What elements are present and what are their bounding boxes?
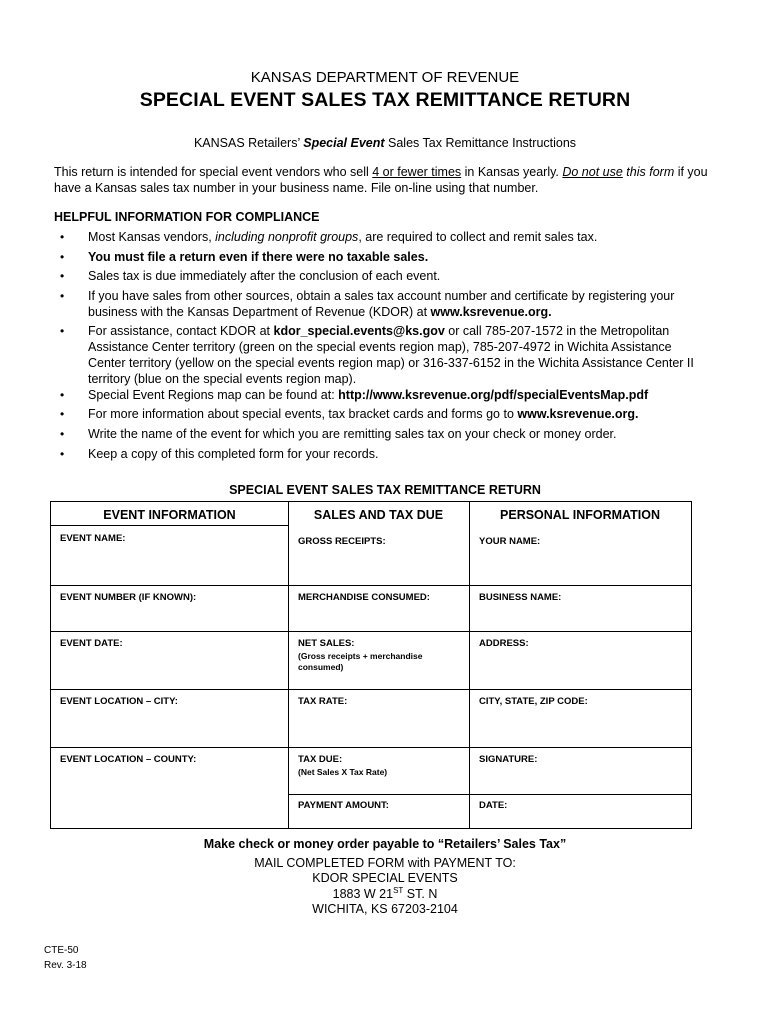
net-sales-field[interactable]: [298, 638, 458, 673]
form-number: CTE-50: [44, 945, 79, 956]
event-city-field[interactable]: EVENT LOCATION – CITY:: [60, 696, 178, 707]
subtitle-prefix: KANSAS Retailers’: [193, 136, 304, 150]
remittance-form-table: [50, 501, 692, 829]
bullet-7-text: For more information about special events, tax bracket cards and forms go to: [88, 407, 518, 421]
row-divider: [51, 689, 691, 690]
address-field[interactable]: ADDRESS:: [479, 638, 529, 649]
bullet-icon: •: [60, 407, 65, 421]
city-state-zip-field[interactable]: CITY, STATE, ZIP CODE:: [479, 696, 588, 707]
bullet-icon: •: [60, 324, 65, 338]
street-superscript: ST: [393, 886, 404, 895]
event-name-field[interactable]: EVENT NAME:: [60, 533, 126, 544]
helpful-info-heading: HELPFUL INFORMATION FOR COMPLIANCE: [54, 210, 320, 224]
bullet-9-text: Keep a copy of this completed form for your records.: [88, 447, 379, 461]
intro-part1: This return is intended for special event vendors who sell: [54, 165, 373, 179]
form-heading: SPECIAL EVENT SALES TAX REMITTANCE RETURN: [229, 483, 541, 497]
header-underline: [51, 525, 288, 526]
event-date-field[interactable]: EVENT DATE:: [60, 638, 123, 649]
payment-amount-field[interactable]: PAYMENT AMOUNT:: [298, 800, 389, 811]
your-name-field[interactable]: YOUR NAME:: [479, 536, 541, 547]
bullet-3-text: Sales tax is due immediately after the conclusion of each event.: [88, 269, 441, 283]
tax-due-note: (Net Sales X Tax Rate): [298, 767, 388, 777]
bullet-4-text: If you have sales from other sources, obtain a sales tax account number and certificate by registering your business with the Kansas Department of Revenue (KDOR) at: [88, 289, 675, 319]
instructions-subtitle: [0, 136, 770, 150]
subtitle-emphasis: Special Event: [303, 136, 385, 150]
merchandise-consumed-field[interactable]: MERCHANDISE CONSUMED:: [298, 592, 430, 603]
mail-instruction: MAIL COMPLETED FORM with PAYMENT TO:: [254, 856, 516, 870]
mail-city: WICHITA, KS 67203-2104: [312, 902, 458, 916]
row-divider: [51, 631, 691, 632]
net-sales-note: (Gross receipts + merchandise consumed): [298, 651, 423, 672]
signature-field[interactable]: SIGNATURE:: [479, 754, 538, 765]
intro-part3: if you have a Kansas sales tax number in your business name. File on-line using that number.: [54, 165, 708, 195]
street-prefix: 1883 W 21: [332, 887, 394, 902]
tax-rate-field[interactable]: TAX RATE:: [298, 696, 348, 707]
kdor-email-link[interactable]: kdor_special.events@ks.gov: [273, 324, 445, 338]
bullet-icon: •: [60, 447, 65, 461]
intro-paragraph: [54, 164, 724, 196]
intro-underlined-times: 4 or fewer times: [372, 165, 462, 179]
intro-do-not-use: Do not use: [562, 165, 623, 179]
date-field[interactable]: DATE:: [479, 800, 508, 811]
row-divider: [51, 747, 691, 748]
payable-instruction: Make check or money order payable to “Retailers’ Sales Tax”: [203, 837, 567, 851]
gross-receipts-field[interactable]: GROSS RECEIPTS:: [298, 536, 386, 547]
bullet-2-text: You must file a return even if there were no taxable sales.: [88, 250, 429, 264]
mail-recipient: KDOR SPECIAL EVENTS: [312, 871, 458, 885]
bullet-5-text-b: or call 785-207-1572 in the Metropolitan Assistance Center territory (green on the special events region map), 785-207-4972 in Wichita Assistance Center territory (yellow on the special events region map) or 316-337-6152 in the Wichita Assistance Center II territory (blue on the special events region map).: [88, 324, 694, 386]
regions-map-link[interactable]: http://www.ksrevenue.org/pdf/specialEventsMap.pdf: [338, 388, 649, 402]
event-county-field[interactable]: EVENT LOCATION – COUNTY:: [60, 754, 197, 765]
tax-due-field[interactable]: [298, 754, 458, 778]
row-divider: [51, 585, 691, 586]
bullet-icon: •: [60, 427, 65, 441]
bullet-icon: •: [60, 250, 65, 264]
column-header-event: EVENT INFORMATION: [103, 508, 236, 522]
intro-this-form: this form: [622, 165, 675, 179]
ksrevenue-link-2[interactable]: www.ksrevenue.org.: [517, 407, 639, 421]
street-suffix: ST. N: [403, 887, 438, 902]
subtitle-suffix: Sales Tax Remittance Instructions: [384, 136, 577, 150]
column-header-personal: PERSONAL INFORMATION: [500, 508, 660, 522]
bullet-1-text-b: , are required to collect and remit sales tax.: [358, 230, 598, 244]
bullet-icon: •: [60, 269, 65, 283]
bullet-icon: •: [60, 388, 65, 402]
form-revision: Rev. 3-18: [44, 960, 87, 971]
bullet-8-text: Write the name of the event for which you are remitting sales tax on your check or money order.: [88, 427, 617, 441]
column-divider: [469, 502, 470, 828]
column-divider: [288, 502, 289, 828]
ksrevenue-link[interactable]: www.ksrevenue.org.: [430, 305, 552, 319]
row-divider: [288, 794, 691, 795]
mail-street: [0, 886, 770, 901]
net-sales-label: NET SALES:: [298, 638, 355, 649]
bullet-1-text-a: Most Kansas vendors,: [88, 230, 216, 244]
tax-due-label: TAX DUE:: [298, 754, 343, 765]
bullet-1-italic: including nonprofit groups: [215, 230, 359, 244]
event-number-field[interactable]: EVENT NUMBER (IF KNOWN):: [60, 592, 197, 603]
intro-part2: in Kansas yearly.: [461, 165, 563, 179]
department-name: KANSAS DEPARTMENT OF REVENUE: [250, 69, 520, 86]
page-title: SPECIAL EVENT SALES TAX REMITTANCE RETURN: [139, 89, 631, 111]
column-header-sales: SALES AND TAX DUE: [313, 508, 444, 522]
bullet-5-text-a: For assistance, contact KDOR at: [88, 324, 274, 338]
bullet-icon: •: [60, 230, 65, 244]
bullet-6-text: Special Event Regions map can be found at:: [88, 388, 339, 402]
bullet-icon: •: [60, 289, 65, 303]
business-name-field[interactable]: BUSINESS NAME:: [479, 592, 562, 603]
